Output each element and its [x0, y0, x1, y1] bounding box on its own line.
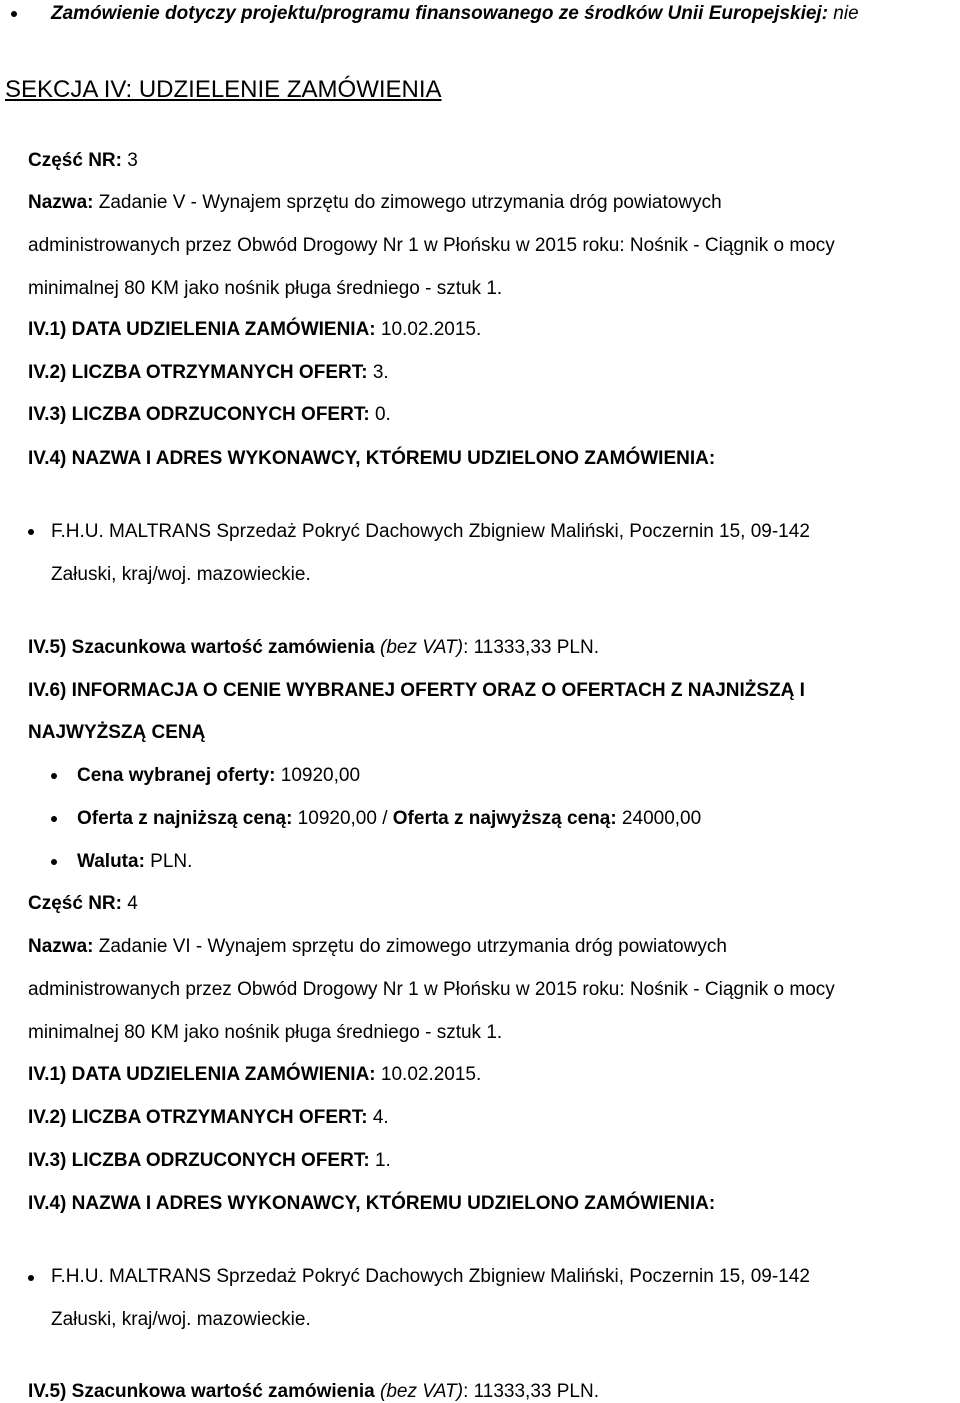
award-date: IV.1) DATA UDZIELENIA ZAMÓWIENIA: 10.02.2015. — [28, 1064, 482, 1085]
contractor-name: F.H.U. MALTRANS Sprzedaż Pokryć Dachowych Zbigniew Maliński, Poczernin 15, 09-142 — [51, 521, 810, 542]
bullet-icon — [28, 1275, 34, 1281]
offers-received: IV.2) LICZBA OTRZYMANYCH OFERT: 4. — [28, 1107, 389, 1128]
estimated-value: IV.5) Szacunkowa wartość zamówienia (bez VAT): 11333,33 PLN. — [28, 1381, 599, 1402]
price-info-heading-line2: NAJWYŻSZĄ CENĄ — [28, 722, 206, 743]
selected-offer-price: Cena wybranej oferty: 10920,00 — [77, 765, 361, 786]
bullet-icon — [51, 859, 57, 865]
offers-rejected: IV.3) LICZBA ODRZUCONYCH OFERT: 0. — [28, 404, 391, 425]
part-number: Część NR: 4 — [28, 893, 138, 914]
part-name: Nazwa: Zadanie VI - Wynajem sprzętu do zimowego utrzymania dróg powiatowych — [28, 936, 727, 957]
offers-rejected: IV.3) LICZBA ODRZUCONYCH OFERT: 1. — [28, 1150, 391, 1171]
offers-received: IV.2) LICZBA OTRZYMANYCH OFERT: 3. — [28, 362, 389, 383]
bullet-icon — [51, 816, 57, 822]
price-info-heading: IV.6) INFORMACJA O CENIE WYBRANEJ OFERTY ORAZ O OFERTACH Z NAJNIŻSZĄ I — [28, 680, 805, 701]
contractor-heading: IV.4) NAZWA I ADRES WYKONAWCY, KTÓREMU UDZIELONO ZAMÓWIENIA: — [28, 448, 716, 469]
estimated-value: IV.5) Szacunkowa wartość zamówienia (bez VAT): 11333,33 PLN. — [28, 637, 599, 658]
section-title: SEKCJA IV: UDZIELENIE ZAMÓWIENIA — [5, 76, 442, 103]
bullet-icon — [28, 529, 34, 535]
eu-funding-line: Zamówienie dotyczy projektu/programu finansowanego ze środków Unii Europejskiej: nie — [51, 3, 859, 24]
part-name-line3: minimalnej 80 KM jako nośnik pługa średniego - sztuk 1. — [28, 278, 503, 299]
bullet-icon — [51, 773, 57, 779]
award-date: IV.1) DATA UDZIELENIA ZAMÓWIENIA: 10.02.2015. — [28, 319, 482, 340]
part-number: Część NR: 3 — [28, 150, 138, 171]
part-name: Nazwa: Zadanie V - Wynajem sprzętu do zimowego utrzymania dróg powiatowych — [28, 192, 722, 213]
bullet-icon — [11, 11, 17, 17]
contractor-heading: IV.4) NAZWA I ADRES WYKONAWCY, KTÓREMU UDZIELONO ZAMÓWIENIA: — [28, 1193, 716, 1214]
contractor-address: Załuski, kraj/woj. mazowieckie. — [51, 564, 311, 585]
part-name-line3: minimalnej 80 KM jako nośnik pługa średniego - sztuk 1. — [28, 1022, 503, 1043]
currency: Waluta: PLN. — [77, 851, 193, 872]
contractor-address: Załuski, kraj/woj. mazowieckie. — [51, 1309, 311, 1330]
contractor-name: F.H.U. MALTRANS Sprzedaż Pokryć Dachowych Zbigniew Maliński, Poczernin 15, 09-142 — [51, 1266, 810, 1287]
part-name-line2: administrowanych przez Obwód Drogowy Nr 1 w Płońsku w 2015 roku: Nośnik - Ciągnik o mocy — [28, 979, 835, 1000]
part-name-line2: administrowanych przez Obwód Drogowy Nr 1 w Płońsku w 2015 roku: Nośnik - Ciągnik o mocy — [28, 235, 835, 256]
lowest-highest-price: Oferta z najniższą ceną: 10920,00 / Oferta z najwyższą ceną: 24000,00 — [77, 808, 702, 829]
